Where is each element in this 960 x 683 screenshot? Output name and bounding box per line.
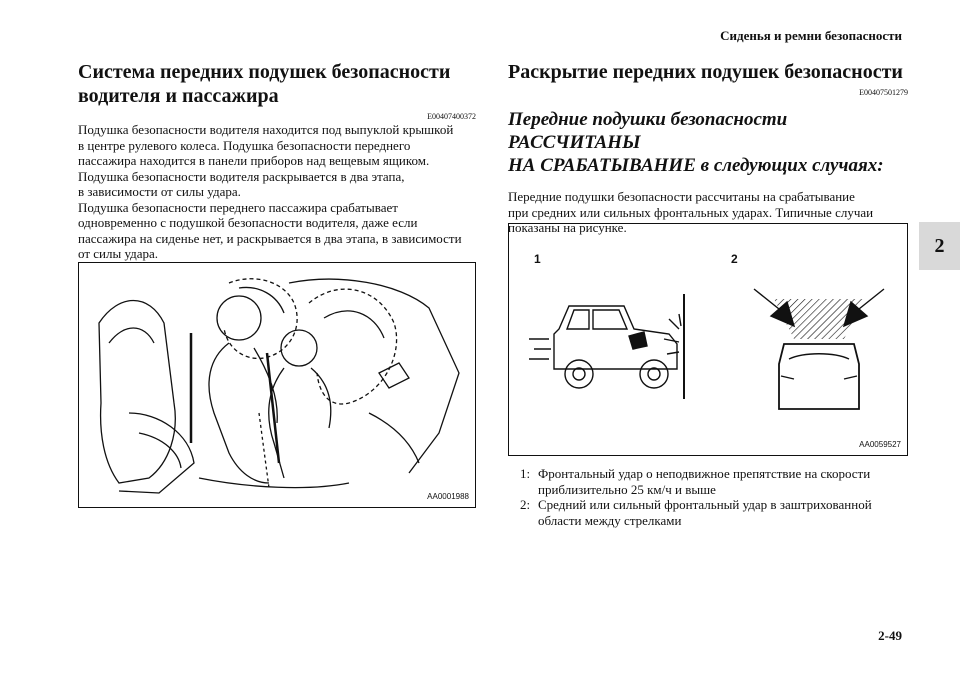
left-figure-code: AA0001988	[427, 492, 469, 501]
legend-number: 2:	[520, 497, 531, 512]
frontal-wall-crash-drawing	[529, 284, 699, 404]
legend-line: области между стрелками	[538, 512, 682, 528]
legend-line: приблизительно 25 км/ч и выше	[538, 481, 716, 497]
left-line: одновременно с подушкой безопасности водителя, даже если	[78, 215, 418, 230]
legend-number: 1:	[520, 466, 531, 481]
legend-item-2	[520, 497, 900, 528]
airbag-illustration	[78, 262, 476, 508]
right-heading: Раскрытие передних подушек безопасности	[508, 61, 903, 83]
left-line: Подушка безопасности водителя находится под выпуклой крышкой	[78, 122, 454, 137]
hatched-zone-drawing	[749, 284, 889, 414]
left-heading	[78, 60, 476, 108]
figure-legend	[520, 466, 900, 528]
left-paragraph	[78, 122, 476, 262]
legend-text	[538, 466, 870, 497]
left-section-code: E00407400372	[427, 112, 476, 121]
figure-label-2: 2	[731, 252, 738, 266]
left-line: пассажира находится в панели приборов над вещевым ящиком.	[78, 153, 430, 168]
legend-item-1	[520, 466, 900, 497]
page-number: 2-49	[878, 628, 902, 643]
left-line: от силы удара.	[78, 246, 159, 261]
right-column	[508, 60, 908, 236]
left-line: Подушка безопасности переднего пассажира срабатывает	[78, 199, 398, 215]
right-line: показаны на рисунке.	[508, 220, 627, 235]
left-line: в центре рулевого колеса. Подушка безопасности переднего	[78, 137, 411, 153]
left-line: Подушка безопасности водителя раскрывается в два этапа,	[78, 168, 405, 184]
chapter-tab: 2	[919, 222, 960, 270]
left-line: пассажира на сиденье нет, и раскрывается в два этапа, в зависимости	[78, 230, 462, 246]
left-line: в зависимости от силы удара.	[78, 184, 241, 199]
legend-line: Фронтальный удар о неподвижное препятствие на скорости	[538, 466, 871, 481]
right-subheading-line-2: НА СРАБАТЫВАНИЕ в следующих случаях:	[508, 155, 884, 176]
page-header-title: Сиденья и ремни безопасности	[720, 28, 902, 43]
right-subheading	[508, 108, 908, 177]
right-section-code: E00407501279	[859, 88, 908, 97]
left-column	[78, 60, 476, 262]
figure-label-1: 1	[534, 252, 541, 266]
right-line: Передние подушки безопасности рассчитаны на срабатывание	[508, 189, 855, 204]
crash-figure	[508, 223, 908, 456]
right-line: при средних или сильных фронтальных ударах. Типичные случаи	[508, 204, 874, 220]
left-heading-line-2: водителя и пассажира	[78, 85, 279, 107]
airbag-drawing	[79, 263, 475, 507]
legend-line: Средний или сильный фронтальный удар в заштрихованной	[538, 497, 872, 512]
right-figure-code: AA0059527	[859, 440, 901, 449]
right-subheading-line-1: Передние подушки безопасности РАССЧИТАНЫ	[508, 109, 788, 153]
legend-text	[538, 497, 872, 528]
left-heading-line-1: Система передних подушек безопасности	[78, 61, 451, 83]
